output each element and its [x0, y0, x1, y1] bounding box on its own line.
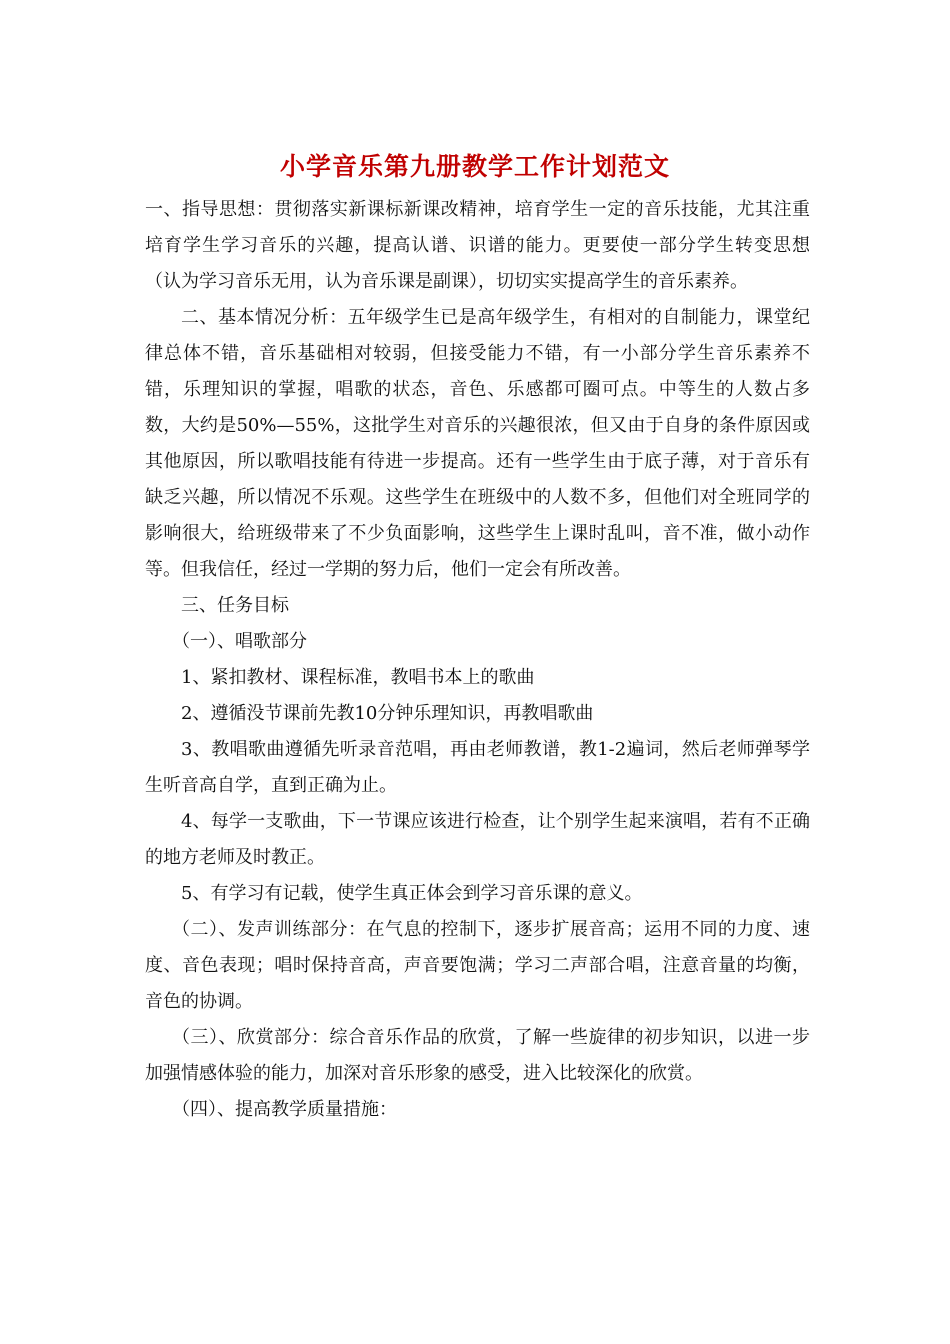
document-body — [145, 192, 810, 1128]
paragraph-singing-item-3: 3、教唱歌曲遵循先听录音范唱，再由老师教谱，教1-2遍词，然后老师弹琴学生听音高自学，直到正确为止。 — [145, 739, 810, 796]
paragraph-singing-item-4: 4、每学一支歌曲，下一节课应该进行检查，让个别学生起来演唱，若有不正确的地方老师及时教正。 — [145, 811, 810, 868]
paragraph-singing-item-1: 1、紧扣教材、课程标准，教唱书本上的歌曲 — [181, 667, 535, 688]
paragraph-task-goals-heading: 三、任务目标 — [181, 595, 289, 616]
paragraph-singing-heading: （一）、唱歌部分 — [172, 631, 307, 652]
paragraph-guiding-ideology: 一、指导思想：贯彻落实新课标新课改精神，培育学生一定的音乐技能，尤其注重培育学生学习音乐的兴趣，提高认谱、识谱的能力。更要使一部分学生转变思想（认为学习音乐无用，认为音乐课是副课），切切实实提高学生的音乐素养。 — [145, 199, 810, 292]
paragraph-vocal-training: （二）、发声训练部分：在气息的控制下，逐步扩展音高；运用不同的力度、速度、音色表现；唱时保持音高，声音要饱满；学习二声部合唱，注意音量的均衡，音色的协调。 — [145, 919, 810, 1012]
paragraph-appreciation: （三）、欣赏部分：综合音乐作品的欣赏，了解一些旋律的初步知识，以进一步加强情感体验的能力，加深对音乐形象的感受，进入比较深化的欣赏。 — [145, 1027, 810, 1084]
paragraph-quality-measures-heading: （四）、提高教学质量措施： — [172, 1099, 397, 1120]
paragraph-singing-item-5: 5、有学习有记载，使学生真正体会到学习音乐课的意义。 — [181, 883, 643, 904]
paragraph-situation-analysis: 二、基本情况分析：五年级学生已是高年级学生，有相对的自制能力，课堂纪律总体不错，音乐基础相对较弱，但接受能力不错，有一小部分学生音乐素养不错，乐理知识的掌握，唱歌的状态，音色、乐感都可圈可点。中等生的人数占多数，大约是50%—55%，这批学生对音乐的兴趣很浓，但又由于自身的条件原因或其他原因，所以歌唱技能有待进一步提高。还有一些学生由于底子薄，对于音乐有缺乏兴趣，所以情况不乐观。这些学生在班级中的人数不多，但他们对全班同学的影响很大，给班级带来了不少负面影响，这些学生上课时乱叫，音不准，做小动作等。但我信任，经过一学期的努力后，他们一定会有所改善。 — [145, 307, 810, 580]
document-title: 小学音乐第九册教学工作计划范文 — [279, 152, 670, 181]
paragraph-singing-item-2: 2、遵循没节课前先教10分钟乐理知识，再教唱歌曲 — [181, 703, 594, 724]
